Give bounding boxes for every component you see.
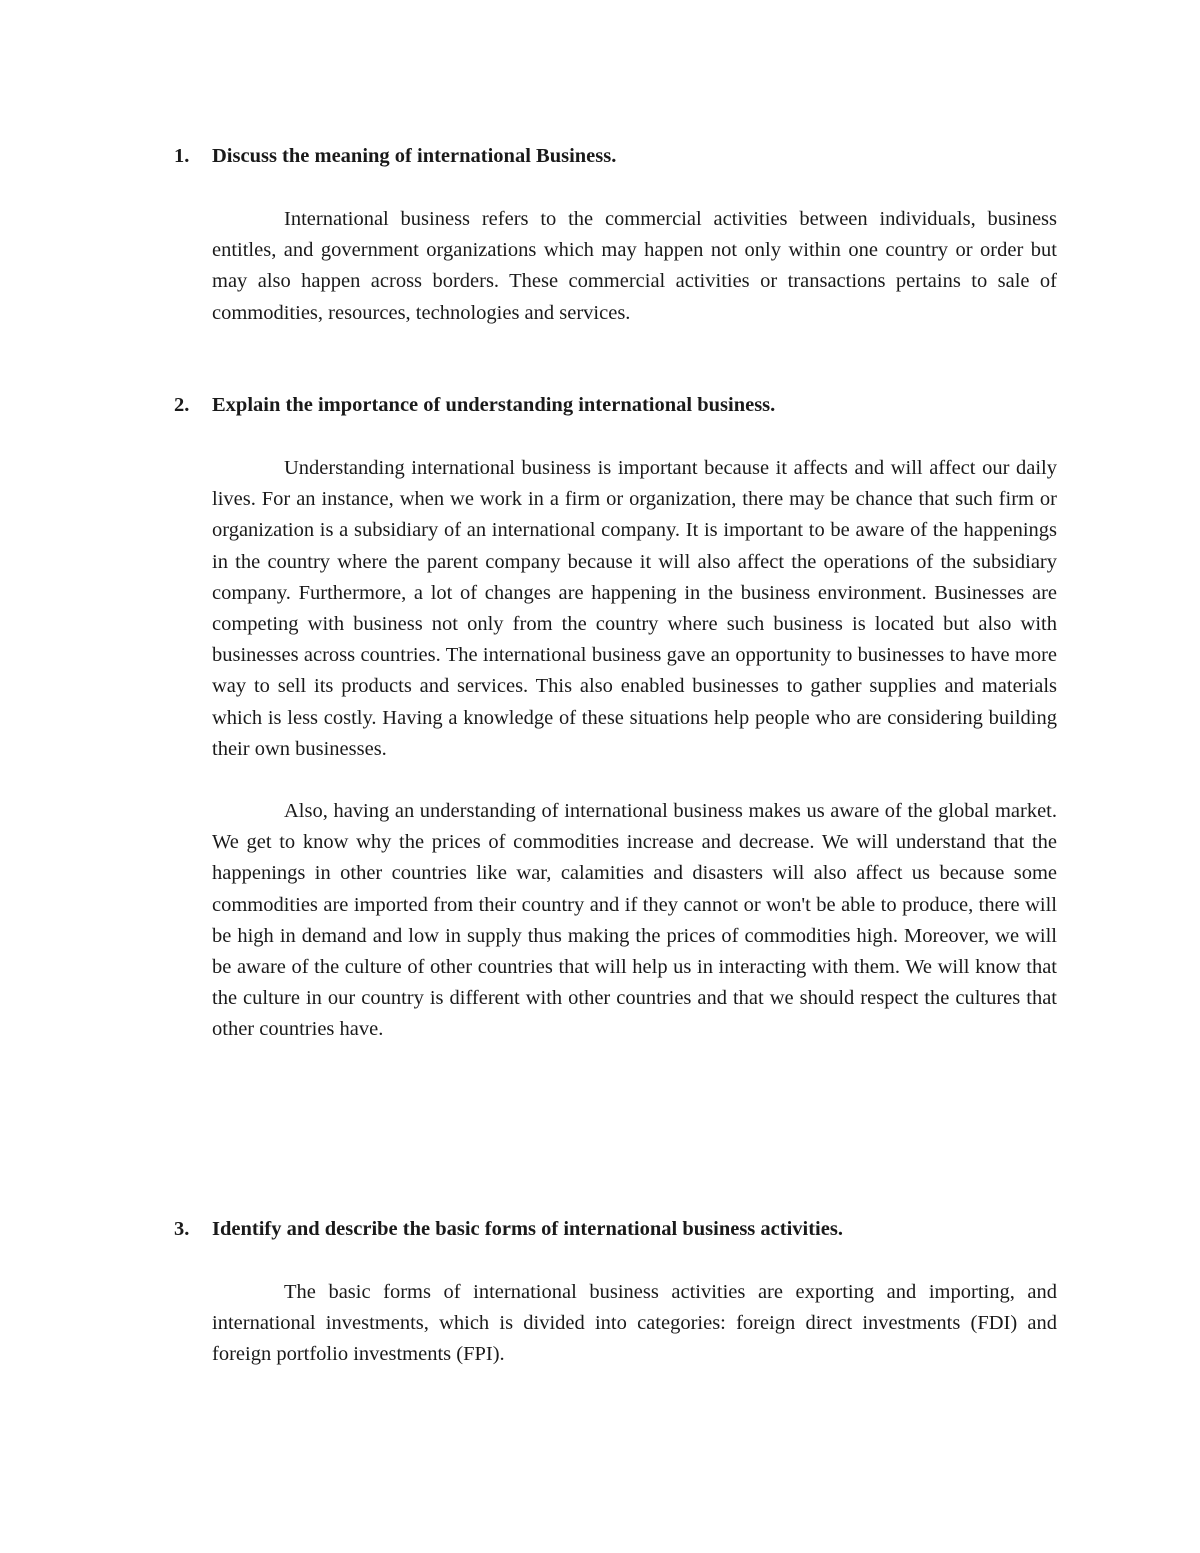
question-1-number: 1. xyxy=(174,145,190,167)
question-2-answer-paragraph-1: Understanding international business is important because it affects and will affect our daily lives. For an instance, when we work in a firm or organization, there may be chance that such firm or organization is a subsidiary of an international company. It is important to be aware of the happenings in the country where the parent company because it will also affect the operations of the subsidiary company. Furthermore, a lot of changes are happening in the business environment. Businesses are competing with business not only from the country where such business is located but also with businesses across countries. The international business gave an opportunity to businesses to have more way to sell its products and services. This also enabled businesses to gather supplies and materials which is less costly. Having a knowledge of these situations help people who are considering building their own businesses. xyxy=(212,457,1057,760)
question-2-title: Explain the importance of understanding international business. xyxy=(212,394,776,416)
question-3-answer-paragraph-1: The basic forms of international business activities are exporting and importing, and international investments, which is divided into categories: foreign direct investments (FDI) and foreign portfolio investments (FPI). xyxy=(212,1281,1057,1366)
question-1-title: Discuss the meaning of international Business. xyxy=(212,145,617,167)
question-3-heading xyxy=(174,1214,1064,1245)
question-1-answer-paragraph-1: International business refers to the commercial activities between individuals, business entitles, and government organizations which may happen not only within one country or order but may also happen across borders. These commercial activities or transactions pertains to sale of commodities, resources, technologies and services. xyxy=(212,208,1057,324)
question-3 xyxy=(174,1214,1064,1371)
question-1 xyxy=(174,141,1064,329)
question-2-number: 2. xyxy=(174,394,190,416)
question-1-heading xyxy=(174,141,1064,172)
question-3-number: 3. xyxy=(174,1218,190,1240)
question-2-heading xyxy=(174,390,1064,421)
question-2-answer-paragraph-2: Also, having an understanding of international business makes us aware of the global market. We get to know why the prices of commodities increase and decrease. We will understand that the happenings in other countries like war, calamities and disasters will also affect us because some commodities are imported from their country and if they cannot or won't be able to produce, there will be high in demand and low in supply thus making the prices of commodities high. Moreover, we will be aware of the culture of other countries that will help us in interacting with them. We will know that the culture in our country is different with other countries and that we should respect the cultures that other countries have. xyxy=(212,800,1057,1041)
question-2 xyxy=(174,390,1064,1046)
question-3-title: Identify and describe the basic forms of international business activities. xyxy=(212,1218,843,1240)
